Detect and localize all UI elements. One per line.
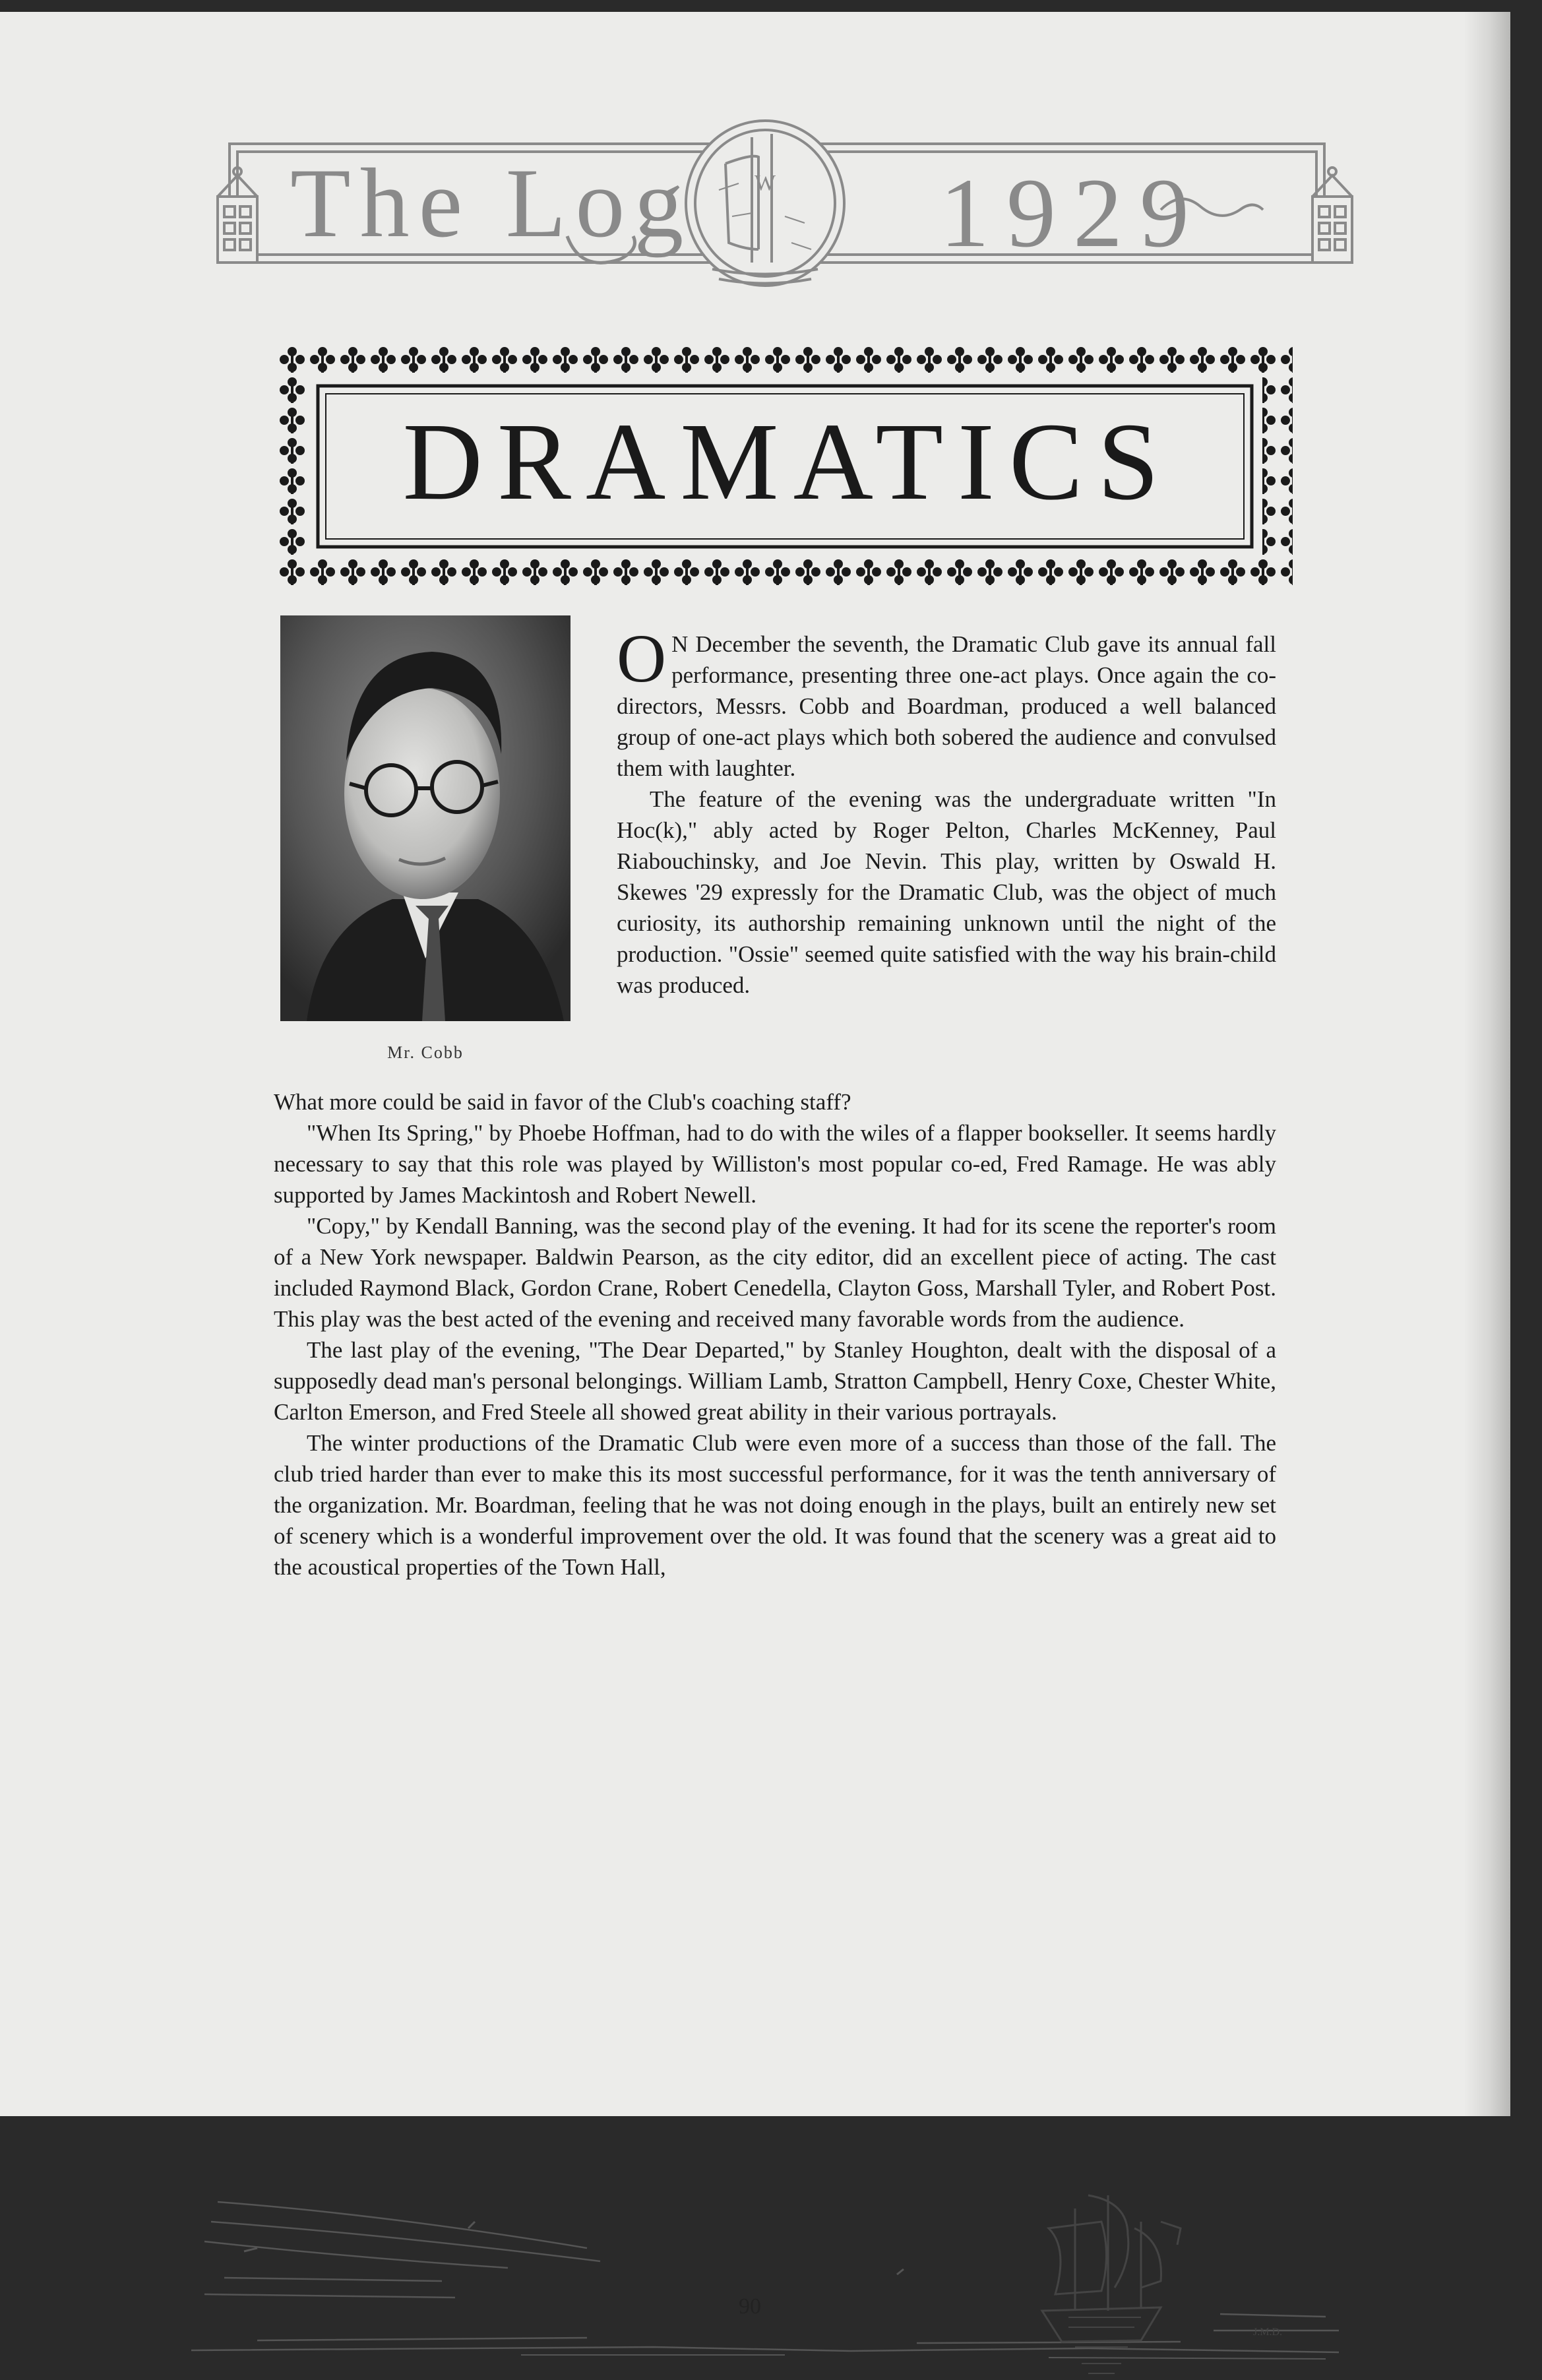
ornament-band-left: [277, 375, 307, 557]
ornament-band-top: [277, 345, 1293, 375]
paragraph-1-text: N December the seventh, the Dramatic Club gave its annual fall performance, presenting three one-act plays. Once again the co-directors, Messrs. Cobb and Boardman, produced a well balanced group of one-act plays which both sobered the audience and convulsed them with laughter.: [617, 631, 1276, 781]
wind-line: [218, 2202, 587, 2248]
drop-cap: O: [617, 621, 667, 697]
ornament-band-bottom: [277, 557, 1293, 588]
paragraph-3: "When Its Spring," by Phoebe Hoffman, had to do with the wiles of a flapper bookseller. It seems hardly necessary to say that this role was played by Williston's most popular co-ed, Fred Ramage. He was ably supported by James Mackintosh and Robert Newell.: [274, 1120, 1276, 1208]
logo-letter: W: [754, 171, 776, 195]
paragraph-6: The winter productions of the Dramatic Club were even more of a success than those of the fall. The club tried harder than ever to make this its most successful performance, for it was the tenth anniversary of the organization. Mr. Boardman, feeling that he was not doing enough in the plays, built an entirely new set of scenery which is a wonderful improvement over the old. It was found that the scenery was a great aid to the acoustical properties of the Town Hall,: [274, 1430, 1276, 1580]
paragraph-5: The last play of the evening, "The Dear Departed," by Stanley Houghton, dealt with the disposal of a supposedly dead man's personal belongings. William Lamb, Stratton Campbell, Henry Coxe, Chester White, Carlton Emerson, and Fred Steele all showed great ability in their various portrayals.: [274, 1337, 1276, 1425]
page-spine-shadow: [1464, 12, 1510, 2116]
article-body: [274, 1086, 1276, 1582]
artist-initials: J.M.D.: [1253, 2327, 1283, 2338]
portrait-photo: [280, 615, 571, 1021]
sailing-ship-icon: [1042, 2195, 1181, 2373]
portrait-caption: Mr. Cobb: [387, 1043, 464, 1062]
paragraph-2: The feature of the evening was the undergraduate written "In Hoc(k)," ably acted by Roger Pelton, Charles McKenney, Paul Riabouchinsky, and Joe Nevin. This play, written by Oswald H. Skewes '29 expressly for the Dramatic Club, was the object of much curiosity, its authorship remaining unknown until the night of the production. "Ossie" seemed quite satisfied with the way his brain-child was produced.: [617, 786, 1276, 998]
paragraph-2-continued: What more could be said in favor of the Club's coaching staff?: [274, 1089, 851, 1115]
right-lantern-icon: [1312, 168, 1352, 263]
yearbook-page: [0, 12, 1510, 2338]
paragraph-1: [617, 621, 1276, 784]
yearbook-year: 1929: [940, 158, 1206, 268]
article-column: [617, 621, 1276, 1001]
yearbook-title: The Log: [290, 148, 693, 258]
section-title: DRAMATICS: [402, 400, 1174, 523]
page-number: 90: [739, 2294, 761, 2319]
ship-medallion-icon: [686, 121, 844, 286]
paragraph-4: "Copy," by Kendall Banning, was the second play of the evening. It had for its scene the reporter's room of a New York newspaper. Baldwin Pearson, as the city editor, did an excellent piece of acting. The cast included Raymond Black, Gordon Crane, Robert Cenedella, Clayton Goss, Marshall Tyler, and Robert Post. This play was the best acted of the evening and received many favorable words from the audience.: [274, 1213, 1276, 1332]
ornament-band-right: [1262, 375, 1293, 557]
footer-sketch: [191, 2182, 1352, 2380]
